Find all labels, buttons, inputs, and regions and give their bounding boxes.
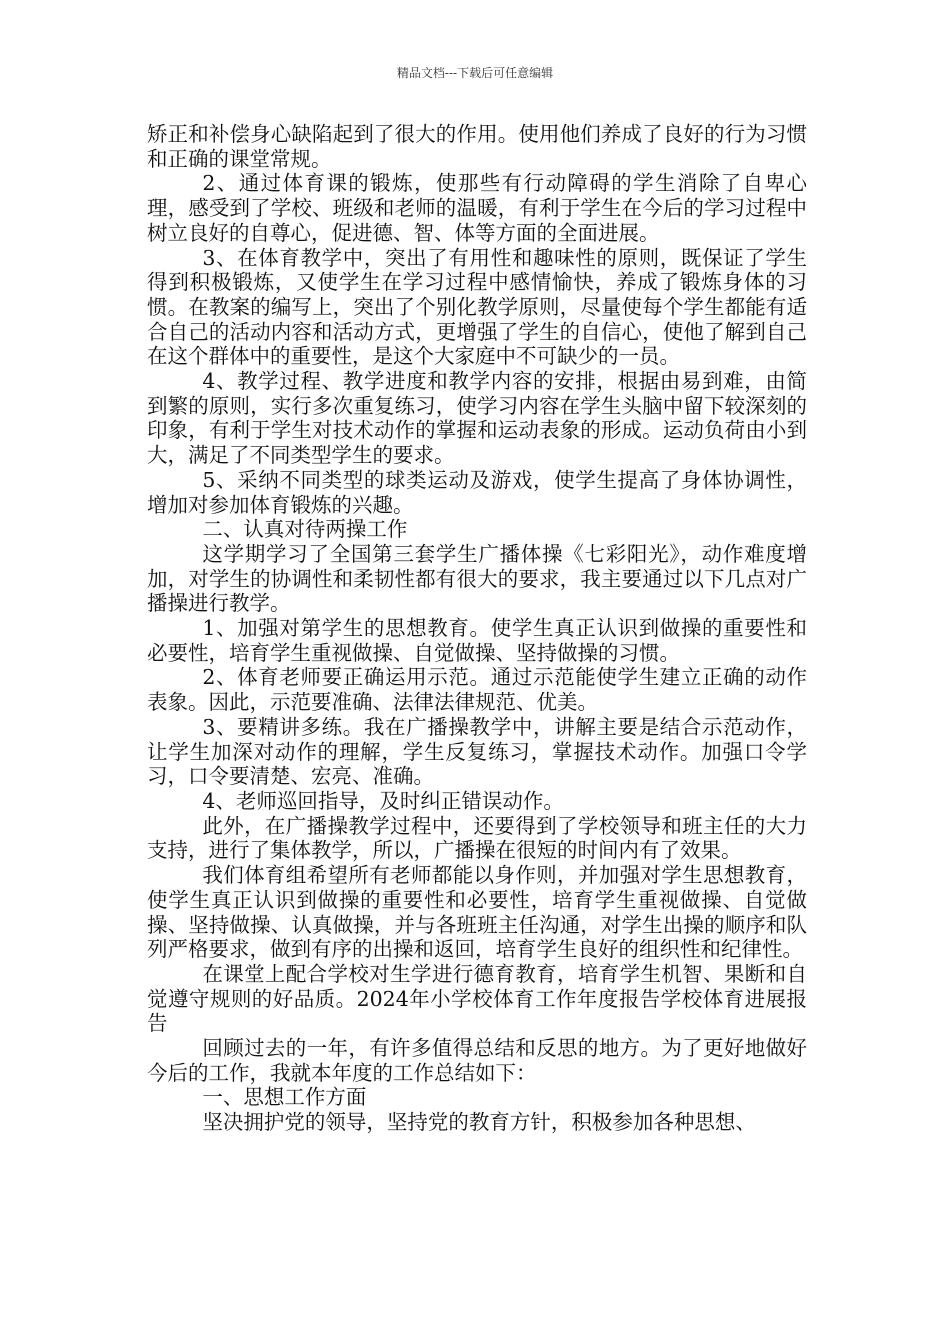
paragraph: 这学期学习了全国第三套学生广播体操《七彩阳光》，动作难度增加，对学生的协调性和柔韧性都有很大的要求，我主要通过以下几点对广播操进行教学。 — [147, 541, 807, 616]
section-heading: 一、思想工作方面 — [202, 1085, 367, 1110]
paragraph: 坚决拥护党的领导，坚持党的教育方针，积极参加各种思想、 — [202, 1110, 756, 1135]
paragraph: 5、采纳不同类型的球类运动及游戏，使学生提高了身体协调性，增加对参加体育锻炼的兴趣。 — [147, 467, 807, 517]
paragraph: 4、老师巡回指导，及时纠正错误动作。 — [202, 788, 564, 813]
paragraph: 1、加强对第学生的思想教育。使学生真正认识到做操的重要性和必要性，培育学生重视做操、自觉做操、坚持做操的习惯。 — [147, 616, 807, 665]
paragraph: 我们体育组希望所有老师都能以身作则，并加强对学生思想教育，使学生真正认识到做操的重要性和必要性，培育学生重视做操、自觉做操、坚持做操、认真做操，并与各班班主任沟通，对学生出操的顺序和队列严格要求，做到有序的出操和返回，培育学生良好的组织性和纪律性。 — [147, 863, 807, 962]
paragraph: 4、教学过程、教学进度和教学内容的安排，根据由易到难，由简到繁的原则，实行多次重复练习，使学习内容在学生头脑中留下较深刻的印象，有利于学生对技术动作的掌握和运动表象的形成。运动负荷由小到大，满足了不同类型学生的要求。 — [147, 369, 807, 468]
page-header: 精品文档---下载后可任意编辑 — [396, 66, 554, 80]
paragraph: 3、要精讲多练。我在广播操教学中，讲解主要是结合示范动作，让学生加深对动作的理解，学生反复练习，掌握技术动作。加强口令学习，口令要清楚、宏亮、准确。 — [147, 714, 807, 789]
paragraph: 在课堂上配合学校对生学进行德育教育，培育学生机智、果断和自觉遵守规则的好品质。2024年小学校体育工作年度报告学校体育进展报告 — [147, 961, 807, 1036]
paragraph: 2、体育老师要正确运用示范。通过示范能使学生建立正确的动作表象。因此，示范要准确、法律法律规范、优美。 — [147, 665, 807, 715]
paragraph: 3、在体育教学中，突出了有用性和趣味性的原则，既保证了学生得到积极锻炼，又使学生在学习过程中感情愉快，养成了锻炼身体的习惯。在教案的编写上，突出了个别化教学原则，尽量使每个学生都能有适合自己的活动内容和活动方式，更增强了学生的自信心，使他了解到自己在这个群体中的重要性，是这个大家庭中不可缺少的一员。 — [147, 245, 807, 369]
paragraph: 矫正和补偿身心缺陷起到了很大的作用。使用他们养成了良好的行为习惯和正确的课堂常规。 — [147, 122, 807, 171]
section-heading: 二、认真对待两操工作 — [202, 517, 408, 542]
paragraph: 2、通过体育课的锻炼，使那些有行动障碍的学生消除了自卑心理，感受到了学校、班级和老师的温暖，有利于学生在今后的学习过程中树立良好的自尊心，促进德、智、体等方面的全面进展。 — [147, 171, 807, 245]
document-body — [147, 122, 807, 1135]
paragraph: 此外，在广播操教学过程中，还要得到了学校领导和班主任的大力支持，进行了集体教学，所以，广播操在很短的时间内有了效果。 — [147, 813, 807, 863]
paragraph: 回顾过去的一年，有许多值得总结和反思的地方。为了更好地做好今后的工作，我就本年度的工作总结如下： — [147, 1036, 807, 1085]
